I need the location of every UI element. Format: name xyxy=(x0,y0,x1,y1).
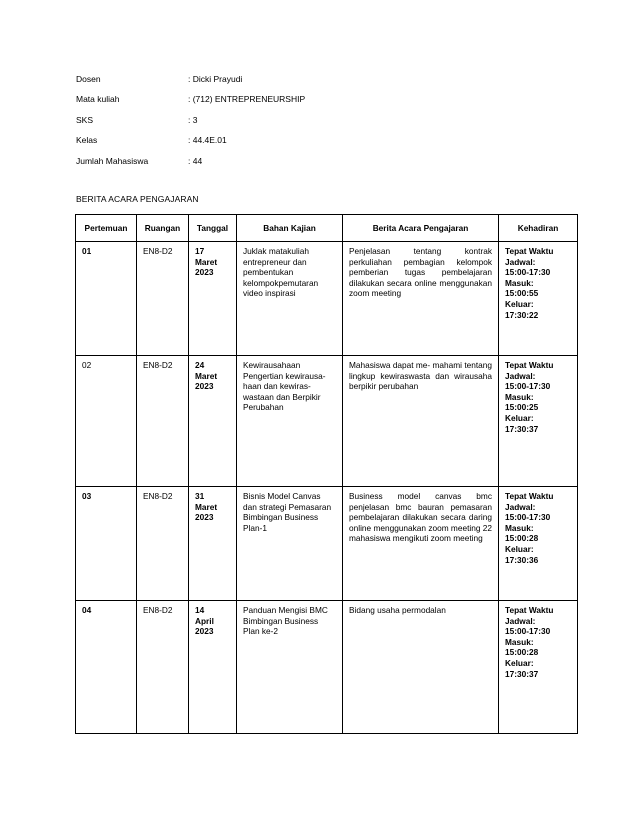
header-pertemuan: Pertemuan xyxy=(76,215,137,242)
cell-kehadiran: Tepat Waktu Jadwal: 15:00-17:30 Masuk: 15:00:28 Keluar: 17:30:37 xyxy=(499,601,578,734)
info-label: Dosen xyxy=(76,74,101,84)
info-value: : 3 xyxy=(188,114,198,125)
table-row xyxy=(76,356,578,487)
cell-kehadiran: Tepat Waktu Jadwal: 15:00-17:30 Masuk: 15:00:55 Keluar: 17:30:22 xyxy=(499,242,578,356)
cell-pertemuan: 01 xyxy=(76,242,137,356)
info-label: Mata kuliah xyxy=(76,94,120,105)
header-berita-acara: Berita Acara Pengajaran xyxy=(343,215,499,242)
cell-ruangan: EN8-D2 xyxy=(137,242,189,356)
cell-kehadiran: Tepat Waktu Jadwal: 15:00-17:30 Masuk: 15:00:25 Keluar: 17:30:37 xyxy=(499,356,578,487)
cell-bahan-kajian: Panduan Mengisi BMC Bimbingan Business Plan ke-2 xyxy=(237,601,343,734)
cell-kehadiran: Tepat Waktu Jadwal: 15:00-17:30 Masuk: 15:00:28 Keluar: 17:30:36 xyxy=(499,487,578,601)
info-row-mata-kuliah xyxy=(76,94,576,114)
info-value: : (712) ENTREPRENEURSHIP xyxy=(188,94,306,105)
cell-ruangan: EN8-D2 xyxy=(137,356,189,487)
cell-berita-acara: Bidang usaha permodalan xyxy=(343,601,499,734)
cell-ruangan: EN8-D2 xyxy=(137,487,189,601)
header-ruangan: Ruangan xyxy=(137,215,189,242)
header-kehadiran: Kehadiran xyxy=(499,215,578,242)
header-bahan-kajian: Bahan Kajian xyxy=(237,215,343,242)
cell-ruangan: EN8-D2 xyxy=(137,601,189,734)
section-title: BERITA ACARA PENGAJARAN xyxy=(76,194,199,204)
info-row-sks xyxy=(76,115,576,135)
info-row-dosen xyxy=(76,74,576,94)
cell-bahan-kajian: Kewirausahaan Pengertian kewirausa-haan dan kewiras-wastaan dan Berpikir Perubahan xyxy=(237,356,343,487)
course-info xyxy=(76,74,576,176)
info-label: SKS xyxy=(76,114,94,125)
cell-bahan-kajian: Bisnis Model Canvas dan strategi Pemasaran Bimbingan Business Plan-1 xyxy=(237,487,343,601)
cell-berita-acara: Penjelasan tentang kontrak perkuliahan pembagian kelompok pemberian tugas pembelajaran dilakukan secara online menggunakan zoom meeting xyxy=(343,242,499,356)
info-row-jumlah-mahasiswa xyxy=(76,156,576,176)
info-label: Kelas xyxy=(76,135,98,146)
cell-pertemuan: 02 xyxy=(76,356,137,487)
table-header-row xyxy=(76,215,578,242)
cell-pertemuan: 03 xyxy=(76,487,137,601)
cell-pertemuan: 04 xyxy=(76,601,137,734)
cell-berita-acara: Business model canvas bmc penjelasan bmc bauran pemasaran pembelajaran dilakukan secara daring online menggunakan zoom meeting 22 mahasiswa mengikuti zoom meeting xyxy=(343,487,499,601)
info-row-kelas xyxy=(76,135,576,155)
cell-tanggal: 31 Maret 2023 xyxy=(189,487,237,601)
info-label: Jumlah Mahasiswa xyxy=(76,155,149,166)
header-tanggal: Tanggal xyxy=(189,215,237,242)
cell-tanggal: 14 April 2023 xyxy=(189,601,237,734)
info-value: : 44.4E.01 xyxy=(188,135,227,146)
cell-bahan-kajian: Juklak matakuliah entrepreneur dan pembentukan kelompokpemutaran video inspirasi xyxy=(237,242,343,356)
teaching-record-table xyxy=(75,214,578,734)
info-value: : Dicki Prayudi xyxy=(188,74,243,84)
table-row xyxy=(76,487,578,601)
cell-tanggal: 17 Maret 2023 xyxy=(189,242,237,356)
table-row xyxy=(76,242,578,356)
table-row xyxy=(76,601,578,734)
info-value: : 44 xyxy=(188,155,203,166)
cell-tanggal: 24 Maret 2023 xyxy=(189,356,237,487)
cell-berita-acara: Mahasiswa dapat me- mahami tentang lingkup kewiraswasta dan wirausaha berpikir perubahan xyxy=(343,356,499,487)
